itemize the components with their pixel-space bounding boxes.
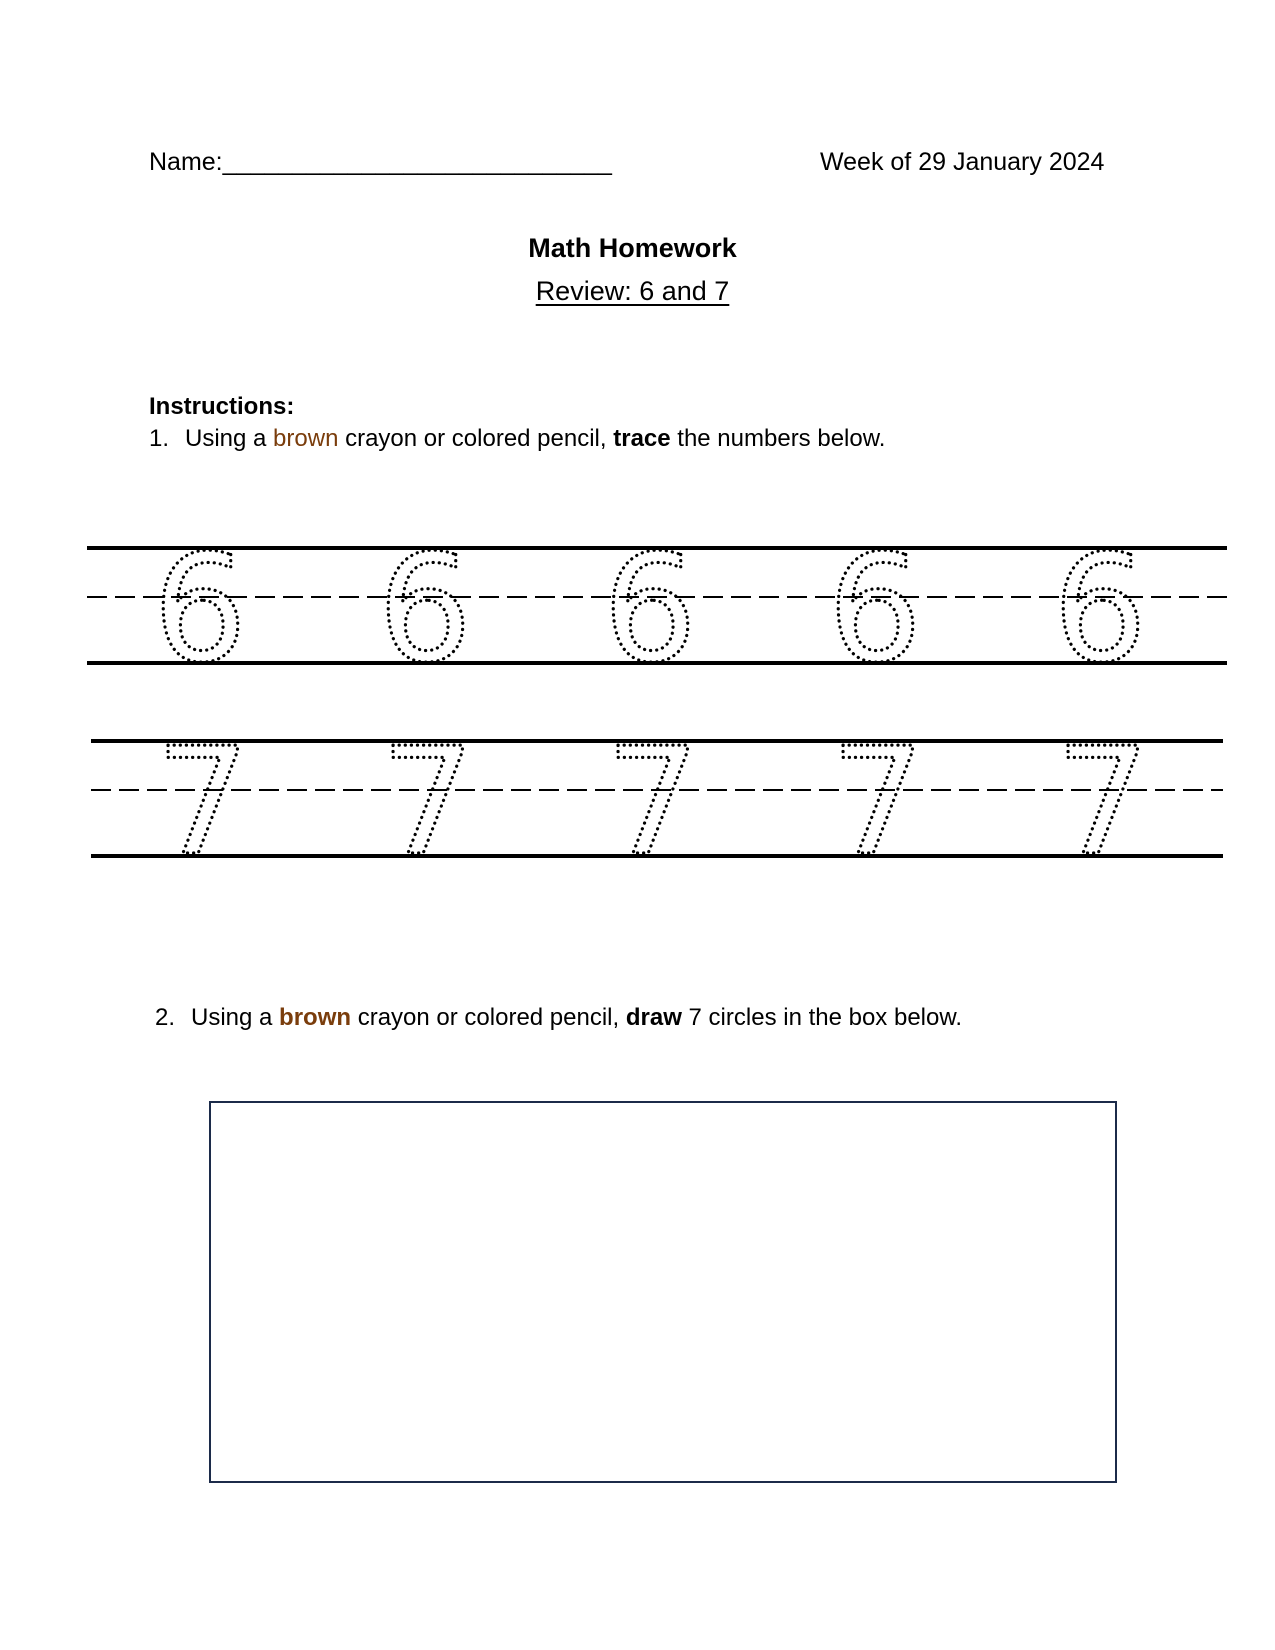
trace-digit-7: 7 bbox=[830, 716, 926, 888]
instruction-text: 7 circles in the box below. bbox=[681, 1004, 963, 1031]
trace-digit-6: 6 bbox=[602, 523, 698, 695]
trace-digit-7: 7 bbox=[380, 716, 476, 888]
instruction-item-2 bbox=[155, 1004, 962, 1032]
instruction-text: the numbers below. bbox=[670, 425, 886, 452]
page-title: Math Homework bbox=[528, 233, 737, 263]
instruction-text: Using a bbox=[185, 425, 274, 452]
instructions-heading: Instructions: bbox=[149, 393, 295, 420]
trace-digit-6: 6 bbox=[377, 523, 473, 695]
instruction-number: 2. bbox=[155, 1004, 176, 1031]
trace-digit-7: 7 bbox=[155, 716, 251, 888]
week-date: Week of 29 January 2024 bbox=[820, 148, 1105, 176]
trace-digit-7: 7 bbox=[1055, 716, 1151, 888]
trace-digit-7: 7 bbox=[605, 716, 701, 888]
instruction-color-word: brown bbox=[279, 1004, 352, 1031]
instruction-color-word: brown bbox=[273, 425, 339, 452]
name-label: Name: bbox=[149, 148, 223, 176]
subtitle-text: Review: 6 and 7 bbox=[535, 276, 730, 306]
instruction-text: Using a bbox=[191, 1004, 280, 1031]
instruction-number: 1. bbox=[149, 425, 170, 452]
trace-digit-6: 6 bbox=[827, 523, 923, 695]
instruction-verb: draw bbox=[625, 1004, 682, 1031]
instruction-text: crayon or colored pencil, bbox=[338, 425, 614, 452]
drawing-box[interactable] bbox=[209, 1101, 1117, 1483]
trace-digit-6: 6 bbox=[1052, 523, 1148, 695]
instruction-verb: trace bbox=[613, 425, 671, 452]
trace-digit-6: 6 bbox=[152, 523, 248, 695]
name-blank-line[interactable]: ____________________________ bbox=[222, 148, 612, 176]
instruction-text: crayon or colored pencil, bbox=[351, 1004, 626, 1031]
